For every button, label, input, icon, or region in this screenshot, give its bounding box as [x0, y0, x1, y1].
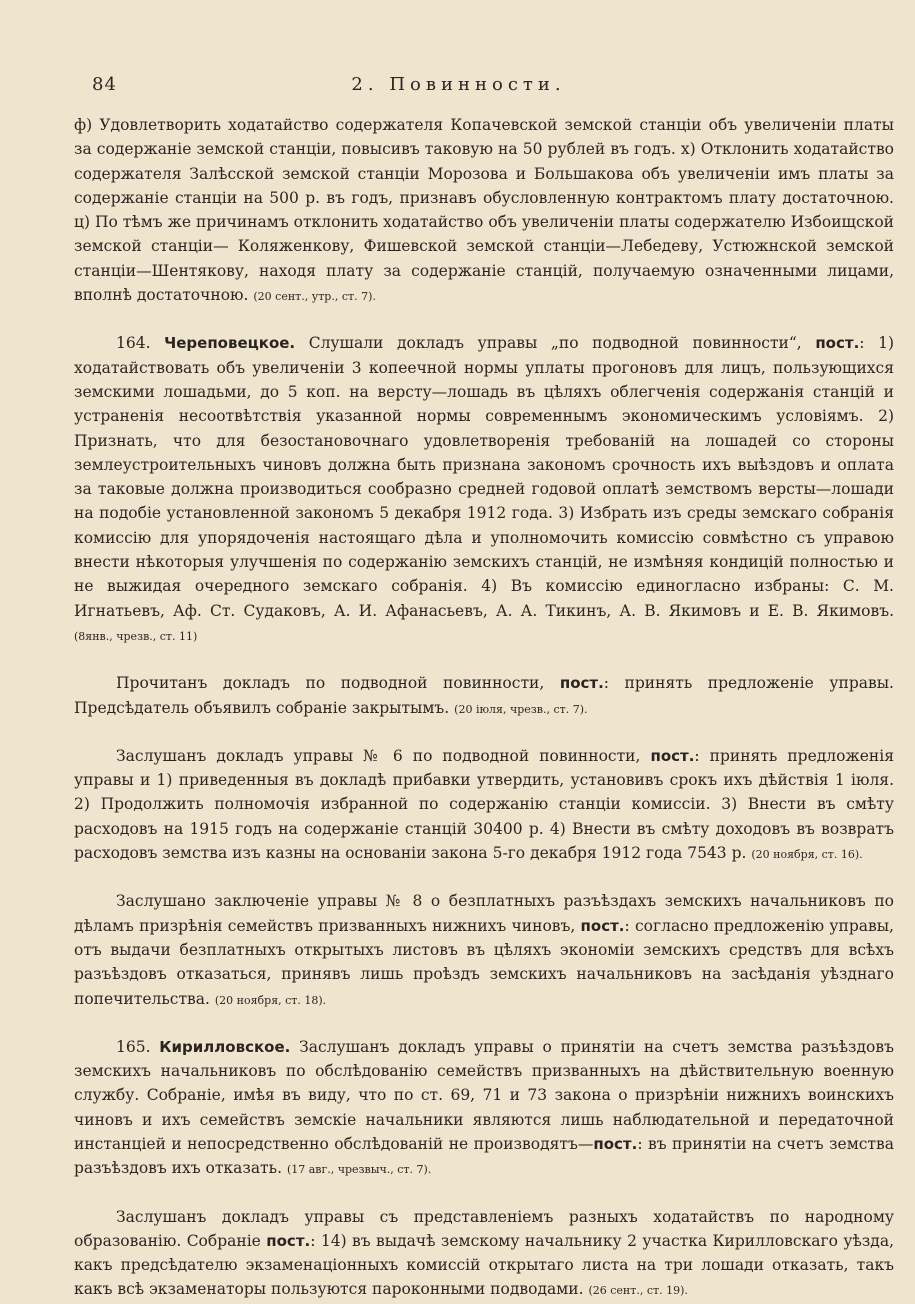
paragraph-p2	[74, 331, 894, 649]
paragraph-gap	[74, 309, 894, 331]
source-reference: (17 авг., чрезвыч., ст. 7).	[286, 1163, 432, 1177]
page-header	[92, 74, 825, 100]
paragraph-p3	[74, 671, 894, 722]
bold-term: пост.	[559, 674, 604, 693]
bold-term: пост.	[266, 1231, 311, 1250]
paragraph-gap	[74, 1013, 894, 1035]
text-run: Заслушанъ докладъ управы № 6 по подводной повинности,	[116, 746, 651, 765]
text-run: : принять предложенія управы и 1) приведенныя въ докладѣ прибавки утвердить, установивъ срокъ ихъ дѣйствія 1 іюля. 2) Продолжить полномочія избранной по содержанію станціи комиссіи. 3) Внести въ смѣту расходовъ на 1915 годъ на содержаніе станцій 30400 р. 4) Внести въ смѣту доходовъ въ возвратъ расходовъ земства изъ казны на основаніи закона 5-го декабря 1912 года 7543 р.	[74, 746, 894, 863]
paragraph-gap	[74, 722, 894, 744]
text-run: 164.	[116, 334, 165, 353]
source-reference: (20 сент., утр., ст. 7).	[253, 290, 376, 304]
text-run: : 14) въ выдачѣ земскому начальнику 2 участка Кирилловскаго уѣзда, какъ предсѣдателю экзаменаціонныхъ комиссій открытаго листа на три лошади отказать, такъ какъ всѣ экзаменаторы пользуются пароконными подводами.	[74, 1231, 894, 1299]
source-reference: (26 сент., ст. 19).	[588, 1284, 688, 1298]
text-run: Заслушанъ докладъ управы о принятіи на счетъ земства разъѣздовъ земскихъ начальниковъ по обслѣдованію семействъ призванныхъ на дѣйствительную военную службу. Собраніе, имѣя въ виду, что по ст. 69, 71 и 73 закона о призрѣніи нижнихъ воинскихъ чиновъ и ихъ семействъ земскіе начальники являются лишь наблюдательной и передаточной инстанціей и непосредственно обслѣдованій не производятъ—	[74, 1037, 894, 1153]
source-reference: (20 ноября, ст. 16).	[751, 848, 863, 862]
bold-term: пост.	[650, 746, 695, 765]
bold-term: Череповецкое.	[164, 334, 296, 353]
text-run: Прочитанъ докладъ по подводной повинности,	[116, 674, 560, 693]
text-run: 165.	[116, 1037, 160, 1056]
paragraph-p5	[74, 889, 894, 1012]
page-number: 84	[92, 74, 117, 95]
paragraph-p6	[74, 1035, 894, 1183]
source-reference: (8янв., чрезв., ст. 11)	[74, 629, 198, 643]
source-reference: (20 іюля, чрезв., ст. 7).	[454, 702, 588, 716]
paragraph-p7	[74, 1205, 894, 1304]
text-run: : въ принятіи на счетъ земства разъѣздовъ ихъ отказать.	[74, 1134, 894, 1178]
bold-term: пост.	[593, 1134, 638, 1153]
bold-term: пост.	[580, 916, 625, 935]
text-run: Заслушано заключеніе управы № 8 о безплатныхъ разъѣздахъ земскихъ начальниковъ по дѣламъ призрѣнія семействъ призванныхъ нижнихъ чиновъ,	[74, 892, 894, 935]
text-run: Слушали докладъ управы „по подводной повинности“,	[295, 334, 816, 353]
bold-term: пост.	[815, 334, 860, 353]
document-body	[74, 113, 894, 1304]
paragraph-p1	[74, 113, 894, 309]
text-run: : 1) ходатайствовать объ увеличеніи 3 копеечной нормы уплаты прогоновъ для лицъ, пользующихся земскими лошадьми, до 5 коп. на версту—лошадь въ цѣляхъ облегченія содержанія станцій и устраненія несоотвѣтствія указанной нормы современнымъ экономическимъ условіямъ. 2) Признать, что для безостановочнаго удовлетворенія требованій на лошадей со стороны землеустроительныхъ чиновъ должна быть признана закономъ срочность ихъ выѣздовъ и оплата за таковые должна производиться сообразно средней годовой оплатѣ земствомъ версты—лошади на подобіе установленной закономъ 5 декабря 1912 года. 3) Избрать изъ среды земскаго собранія комиссію для упорядоченія настоящаго дѣла и уполномочить комиссію совмѣстно съ управою внести нѣкоторыя улучшенія по содержанію земскихъ станцій, не измѣняя кондицій полностью и не выжидая очередного земскаго собранія. 4) Въ комиссію единогласно избраны: С. М. Игнатьевъ, Аф. Ст. Судаковъ, А. И. Афанасьевъ, А. А. Тикинъ, А. В. Якимовъ и Е. В. Якимовъ.	[74, 334, 894, 620]
bold-term: Кирилловское.	[159, 1037, 291, 1056]
text-run: Заслушанъ докладъ управы съ представленіемъ разныхъ ходатайствъ по народному образованію. Собраніе	[74, 1207, 894, 1250]
text-run: : принять предложеніе управы. Предсѣдатель объявилъ собраніе закрытымъ.	[74, 674, 894, 717]
paragraph-gap	[74, 867, 894, 889]
paragraph-gap	[74, 1183, 894, 1205]
paragraph-gap	[74, 649, 894, 671]
text-run: : согласно предложенію управы, отъ выдачи безплатныхъ открытыхъ листовъ въ цѣляхъ экономіи земскихъ средствъ для всѣхъ разъѣздовъ отказаться, принявъ лишь проѣздъ земскихъ начальниковъ на засѣданія уѣзднаго попечительства.	[74, 916, 894, 1008]
paragraph-p4	[74, 744, 894, 867]
source-reference: (20 ноября, ст. 18).	[214, 993, 327, 1007]
text-run: ф) Удовлетворить ходатайство содержателя Копачевской земской станціи объ увеличеніи платы за содержаніе земской станціи, повысивъ таковую на 50 рублей въ годъ. х) Отклонить ходатайство содержателя Залѣсской земской станціи Морозова и Большакова объ увеличеніи имъ платы за содержаніе станціи на 500 р. въ годъ, признавъ обусловленную контрактомъ плату достаточною. ц) По тѣмъ же причинамъ отклонить ходатайство объ увеличеніи платы содержателю Избоищской земской станціи— Коляженкову, Фишевской земской станціи—Лебедеву, Устюжнской земской станціи—Шентякову, находя плату за содержаніе станцій, получаемую означенными лицами, вполнѣ достаточною.	[74, 116, 894, 305]
running-title: 2. Повинности.	[351, 74, 566, 95]
